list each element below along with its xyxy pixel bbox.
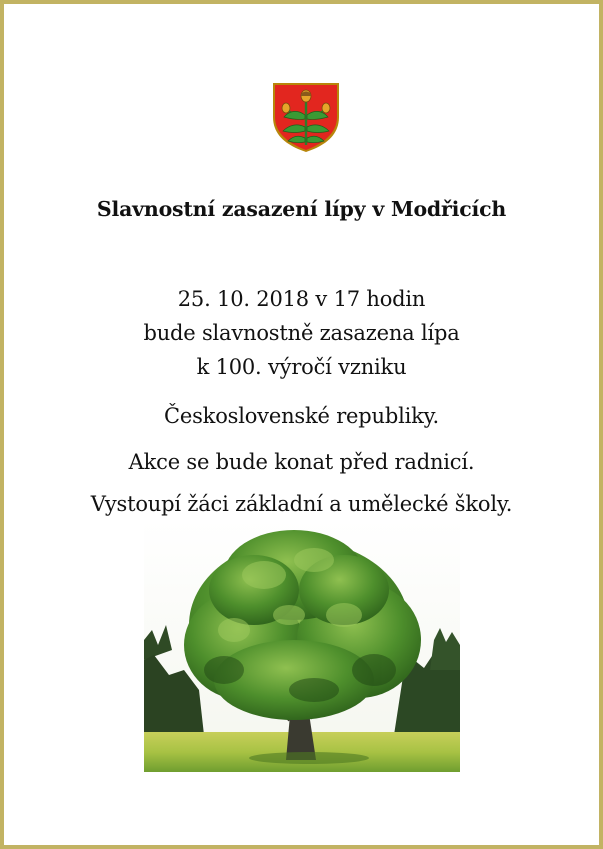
event-description-line: bude slavnostně zasazena lípa <box>143 321 460 345</box>
anniversary-line: k 100. výročí vzniku <box>196 355 407 379</box>
location-line: Akce se bude konat před radnicí. <box>128 450 475 474</box>
poster-title: Slavnostní zasazení lípy v Modřicích <box>96 197 507 221</box>
coat-of-arms-icon <box>269 79 343 153</box>
event-date-line: 25. 10. 2018 v 17 hodin <box>177 287 426 311</box>
linden-tree-photo <box>144 520 460 772</box>
republic-line: Československé republiky. <box>164 404 439 428</box>
performers-line: Vystoupí žáci základní a umělecké školy. <box>90 492 513 516</box>
